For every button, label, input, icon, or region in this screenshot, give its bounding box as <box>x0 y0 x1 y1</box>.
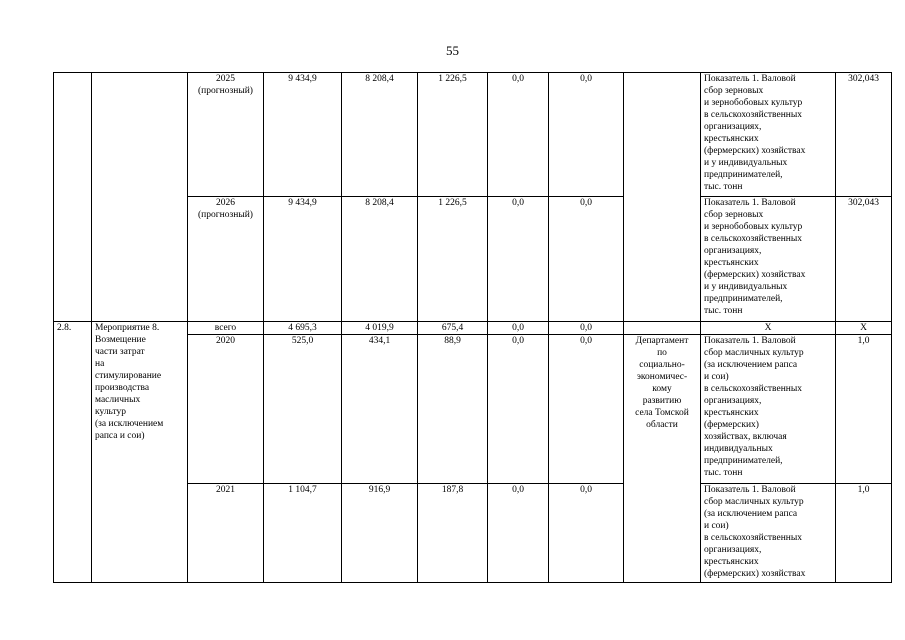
event-name: Мероприятие 8. Возмещение части затрат на стимулирование производства масличных культур (за исключением рапса и сои) <box>95 323 164 441</box>
indicator-cell: X <box>701 322 836 335</box>
total-cell: 1 104,7 <box>264 484 342 583</box>
total-cell: 9 434,9 <box>264 73 342 197</box>
year-cell: 2020 <box>188 335 264 484</box>
year: 2025 (прогнозный) <box>198 74 253 96</box>
indicator: Показатель 1. Валовой сбор зерновых и зернобобовых культур в сельскохозяйственных организациях, крестьянских (фермерских) хозяйствах и у индивидуальных предпринимателей, тыс. тонн <box>704 74 806 192</box>
year-cell: всего <box>188 322 264 335</box>
local-cell: 0,0 <box>488 73 549 197</box>
regional-cell: 675,4 <box>418 322 488 335</box>
indicator-cell <box>701 73 836 197</box>
local-cell: 0,0 <box>488 335 549 484</box>
value-cell: 1,0 <box>836 335 892 484</box>
year-cell <box>188 73 264 197</box>
total-cell: 525,0 <box>264 335 342 484</box>
other-cell: 0,0 <box>549 322 624 335</box>
year-cell: 2021 <box>188 484 264 583</box>
indicator: Показатель 1. Валовой сбор зерновых и зернобобовых культур в сельскохозяйственных организациях, крестьянских (фермерских) хозяйствах и у индивидуальных предпринимателей, тыс. тонн <box>704 198 806 316</box>
federal-cell: 4 019,9 <box>342 322 418 335</box>
indicator-cell <box>701 484 836 583</box>
other-cell: 0,0 <box>549 484 624 583</box>
other-cell: 0,0 <box>549 335 624 484</box>
executor-cell <box>624 322 701 335</box>
federal-cell: 916,9 <box>342 484 418 583</box>
local-cell: 0,0 <box>488 484 549 583</box>
year-cell <box>188 197 264 322</box>
local-cell: 0,0 <box>488 197 549 322</box>
budget-table <box>53 72 892 583</box>
executor-cell <box>624 484 701 583</box>
regional-cell: 88,9 <box>418 335 488 484</box>
value-cell: 302,043 <box>836 73 892 197</box>
indicator: Показатель 1. Валовой сбор масличных культур (за исключением рапса и сои) в сельскохозяйственных организациях, крестьянских (фермерских) хозяйствах, включая индивидуальных предпринимателей, тыс. тонн <box>704 336 804 478</box>
federal-cell: 8 208,4 <box>342 73 418 197</box>
indicator-cell <box>701 197 836 322</box>
regional-cell: 1 226,5 <box>418 197 488 322</box>
value-cell: 302,043 <box>836 197 892 322</box>
local-cell: 0,0 <box>488 322 549 335</box>
total-cell: 4 695,3 <box>264 322 342 335</box>
other-cell: 0,0 <box>549 197 624 322</box>
executor-cell <box>624 73 701 322</box>
table-row <box>54 322 892 335</box>
federal-cell: 434,1 <box>342 335 418 484</box>
indicator: Показатель 1. Валовой сбор масличных культур (за исключением рапса и сои) в сельскохозяйственных организациях, крестьянских (фермерских) хозяйствах <box>704 485 806 579</box>
value-cell: 1,0 <box>836 484 892 583</box>
regional-cell: 187,8 <box>418 484 488 583</box>
executor: Департамент по социально- экономичес- кому развитию села Томской области <box>635 336 689 430</box>
indicator-cell <box>701 335 836 484</box>
other-cell: 0,0 <box>549 73 624 197</box>
table-row <box>54 73 892 197</box>
value-cell: X <box>836 322 892 335</box>
year: 2026 (прогнозный) <box>198 198 253 220</box>
total-cell: 9 434,9 <box>264 197 342 322</box>
regional-cell: 1 226,5 <box>418 73 488 197</box>
executor-cell <box>624 335 701 484</box>
page-number: 55 <box>446 43 459 58</box>
event-cell <box>92 322 188 583</box>
federal-cell: 8 208,4 <box>342 197 418 322</box>
row-number-cell <box>54 73 92 322</box>
row-number-cell: 2.8. <box>54 322 92 583</box>
event-cell <box>92 73 188 322</box>
